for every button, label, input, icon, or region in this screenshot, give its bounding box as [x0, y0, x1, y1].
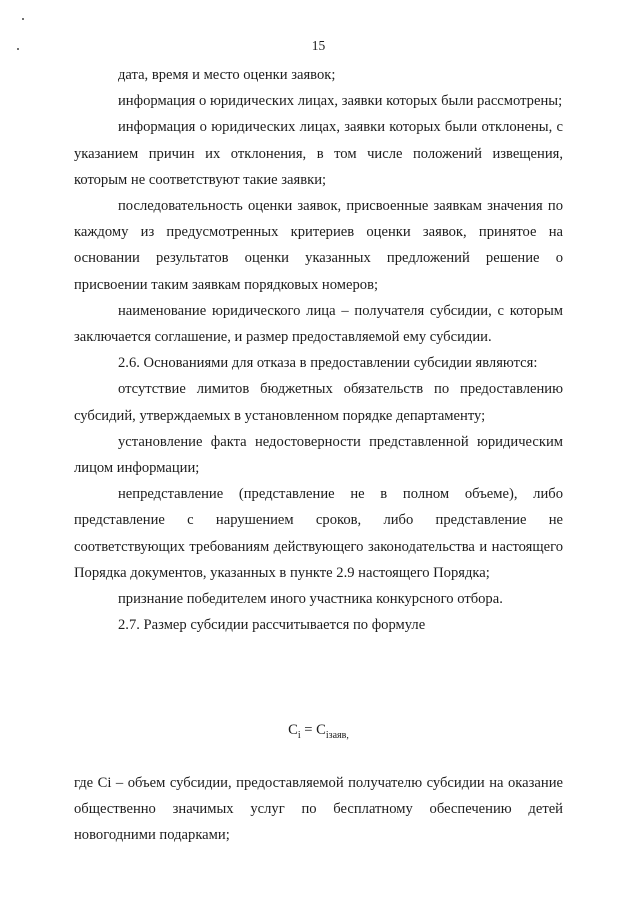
paragraph: непредставление (представление не в полном объеме), либо представление с нарушением сроков, либо представление не соответствующих требованиям действующего законодательства и настоящего Порядка документов, указанных в пункте 2.9 настоящего Порядка; — [74, 486, 563, 581]
paragraph: информация о юридических лицах, заявки которых были отклонены, с указанием причин их отклонения, в том числе положений извещения, которым не соответствуют такие заявки; — [74, 119, 563, 188]
scan-speck — [22, 18, 24, 20]
formula-right-sub: iзаяв, — [325, 729, 349, 741]
formula — [0, 722, 637, 741]
section-heading: 2.7. Размер субсидии рассчитывается по формуле — [118, 617, 426, 634]
paragraph: отсутствие лимитов бюджетных обязательств по предоставлению субсидий, утверждаемых в установленном порядке департаменту; — [74, 381, 563, 424]
paragraph: информация о юридических лицах, заявки которых были рассмотрены; — [118, 93, 563, 110]
definition-block — [74, 770, 563, 849]
page-number: 15 — [311, 38, 326, 53]
formula-left: C — [288, 722, 298, 738]
paragraph: последовательность оценки заявок, присвоенные заявкам значения по каждому из предусмотренных критериев оценки заявок, принятое на основании результатов оценки указанных предложений решение о присвоении таким заявкам порядковых номеров; — [74, 198, 563, 293]
formula-right: C — [316, 722, 326, 738]
formula-left-sub: i — [297, 729, 301, 741]
paragraph: признание победителем иного участника конкурсного отбора. — [118, 591, 503, 608]
paragraph: установление факта недостоверности представленной юридическим лицом информации; — [74, 433, 563, 477]
paragraph: дата, время и место оценки заявок; — [118, 67, 336, 83]
section-heading: 2.6. Основаниями для отказа в предоставлении субсидии являются: — [118, 355, 538, 372]
document-body — [74, 62, 563, 638]
formula-equals: = — [300, 722, 317, 738]
paragraph: наименование юридического лица – получателя субсидии, с которым заключается соглашение, и размер предоставляемой ему субсидии. — [74, 302, 563, 346]
definition-paragraph: где Cі – объем субсидии, предоставляемой получателю субсидии на оказание общественно значимых услуг по бесплатному обеспечению детей новогодними подарками; — [74, 775, 563, 844]
